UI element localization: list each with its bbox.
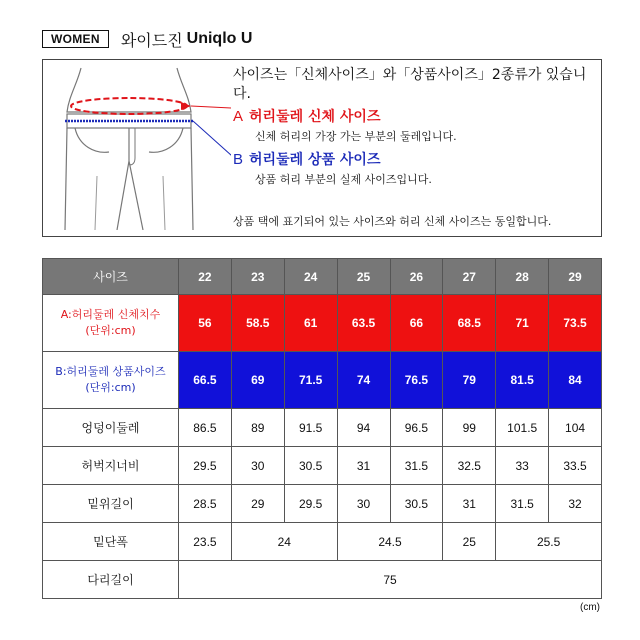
table-cell: 29.5: [179, 447, 232, 485]
header-size: 25: [337, 259, 390, 295]
row-label-product-waist: [43, 352, 179, 409]
row-label-unit: (단위:cm): [85, 381, 136, 394]
table-cell: 81.5: [496, 352, 549, 409]
table-cell: 31: [443, 485, 496, 523]
intro-text: 사이즈는「신체사이즈」와「상품사이즈」2종류가 있습니다.: [233, 67, 587, 102]
table-row-hip: [43, 409, 602, 447]
row-label-rise: 밑위길이: [43, 485, 179, 523]
table-cell: 84: [549, 352, 602, 409]
row-label-hip: 엉덩이둘레: [43, 409, 179, 447]
table-cell: 71: [496, 295, 549, 352]
table-row-inseam: [43, 561, 602, 599]
table-cell: 56: [179, 295, 232, 352]
table-cell: 30: [231, 447, 284, 485]
unit-note: (cm): [580, 602, 600, 613]
table-cell: 66: [390, 295, 443, 352]
table-cell: 30: [337, 485, 390, 523]
fly-stitch: [129, 128, 135, 165]
table-cell: 101.5: [496, 409, 549, 447]
label-product-size: [233, 149, 380, 169]
table-cell: 32: [549, 485, 602, 523]
leader-b: [193, 121, 231, 164]
header-size: 28: [496, 259, 549, 295]
pants-outline: [65, 128, 193, 230]
table-cell: 32.5: [443, 447, 496, 485]
size-table: [42, 258, 602, 599]
table-cell: 31: [337, 447, 390, 485]
row-label-body-waist: [43, 295, 179, 352]
table-cell: 33.5: [549, 447, 602, 485]
label-a-letter: A: [233, 108, 244, 125]
table-cell: 75: [179, 561, 602, 599]
table-cell: 24: [231, 523, 337, 561]
table-cell: 25: [443, 523, 496, 561]
women-badge: WOMEN: [42, 30, 109, 48]
desc-body-size: 신체 허리의 가장 가는 부분의 둘레입니다.: [255, 130, 457, 143]
header-size: 29: [549, 259, 602, 295]
header-size: 27: [443, 259, 496, 295]
table-cell: 30.5: [284, 447, 337, 485]
seam-left: [95, 176, 165, 230]
table-cell: 76.5: [390, 352, 443, 409]
header-size-label: 사이즈: [43, 259, 179, 295]
jeans-diagram: [51, 66, 231, 230]
table-row-body-waist: [43, 295, 602, 352]
table-cell: 25.5: [496, 523, 602, 561]
table-cell: 31.5: [390, 447, 443, 485]
table-row-product-waist: [43, 352, 602, 409]
table-row-hem: [43, 523, 602, 561]
row-label-line: A:허리둘레 신체치수: [60, 308, 161, 321]
table-cell: 61: [284, 295, 337, 352]
row-label-line: B:허리둘레 상품사이즈: [55, 365, 166, 378]
label-a-text: 허리둘레 신체 사이즈: [249, 109, 381, 125]
table-cell: 33: [496, 447, 549, 485]
table-cell: 89: [231, 409, 284, 447]
header-size: 23: [231, 259, 284, 295]
row-label-inseam: 다리길이: [43, 561, 179, 599]
table-cell: 71.5: [284, 352, 337, 409]
table-cell: 104: [549, 409, 602, 447]
table-cell: 79: [443, 352, 496, 409]
table-cell: 28.5: [179, 485, 232, 523]
table-cell: 91.5: [284, 409, 337, 447]
table-cell: 24.5: [337, 523, 443, 561]
table-cell: 69: [231, 352, 284, 409]
table-cell: 74: [337, 352, 390, 409]
table-cell: 29: [231, 485, 284, 523]
left-pocket: [75, 128, 109, 152]
label-b-letter: B: [233, 151, 244, 168]
table-cell: 31.5: [496, 485, 549, 523]
right-pocket: [149, 128, 183, 152]
row-label-hem: 밑단폭: [43, 523, 179, 561]
header-size: 26: [390, 259, 443, 295]
table-cell: 66.5: [179, 352, 232, 409]
desc-product-size: 상품 허리 부분의 실제 사이즈입니다.: [255, 173, 432, 186]
product-brand: Uniqlo U: [186, 30, 253, 47]
label-body-size: [233, 106, 380, 126]
row-label-thigh: 허벅지너비: [43, 447, 179, 485]
leader-a: [191, 106, 231, 124]
table-header-row: [43, 259, 602, 295]
label-b-text: 허리둘레 상품 사이즈: [249, 152, 381, 168]
row-label-unit: (단위:cm): [85, 324, 136, 337]
table-cell: 68.5: [443, 295, 496, 352]
table-cell: 96.5: [390, 409, 443, 447]
product-title: 와이드진: [120, 30, 183, 50]
table-row-rise: [43, 485, 602, 523]
header-size: 22: [179, 259, 232, 295]
title-row: [42, 28, 252, 50]
torso-outline: [67, 68, 191, 112]
table-cell: 23.5: [179, 523, 232, 561]
table-cell: 29.5: [284, 485, 337, 523]
tag-note: 상품 택에 표기되어 있는 사이즈와 허리 신체 사이즈는 동일합니다.: [233, 215, 552, 228]
header-size: 24: [284, 259, 337, 295]
table-cell: 30.5: [390, 485, 443, 523]
table-cell: 99: [443, 409, 496, 447]
table-cell: 86.5: [179, 409, 232, 447]
table-cell: 63.5: [337, 295, 390, 352]
table-cell: 73.5: [549, 295, 602, 352]
table-cell: 94: [337, 409, 390, 447]
table-cell: 58.5: [231, 295, 284, 352]
table-row-thigh: [43, 447, 602, 485]
size-info-box: [42, 59, 602, 237]
